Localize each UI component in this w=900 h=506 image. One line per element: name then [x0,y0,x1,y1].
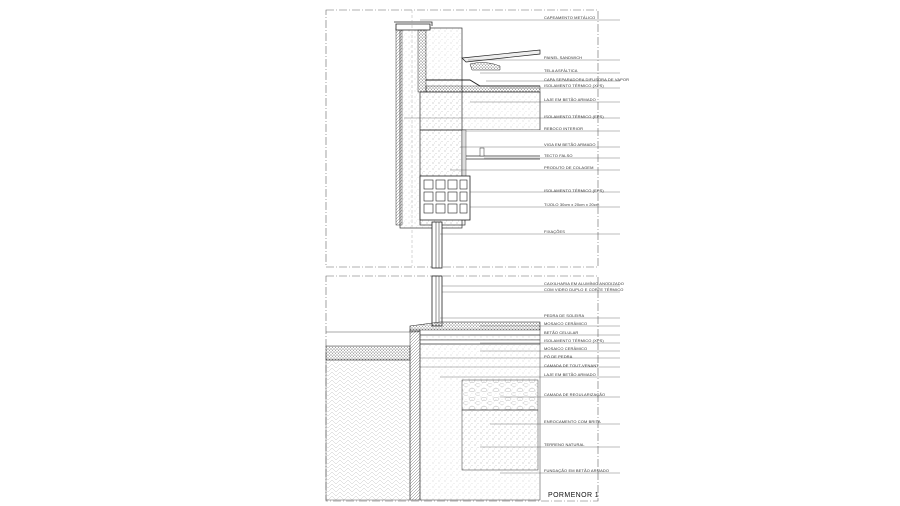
label-enrocamento: ENROCAMENTO COM BRITA [544,419,601,424]
label-capeamento: CAPEAMENTO METÁLICO [544,15,596,20]
label-isolamento-xps-2: ISOLAMENTO TÉRMICO (XPS) [544,338,604,343]
label-mosaico-1: MOSAICO CERÂMICO [544,321,588,326]
label-tijolo: TIJOLO 30cm x 20cm x 20cm [544,202,600,207]
drawing-title: PORMENOR 1 [548,492,600,499]
label-laje-betao-2: LAJE EM BETÃO ARMADO [544,372,596,377]
label-terreno-natural: TERRENO NATURAL [544,442,585,447]
label-tela-asfaltica: TELA ASFÁLTICA [544,68,578,73]
label-isolamento-eps-2: ISOLAMENTO TÉRMICO (EPS) [544,188,604,193]
label-fundacao: FUNDAÇÃO EM BETÃO ARMADO [544,468,610,473]
label-isolamento-xps: ISOLAMENTO TÉRMICO (XPS) [544,83,604,88]
label-fixacoes: FIXAÇÕES [544,229,566,234]
label-tecto-falso: TECTO FALSO [544,153,573,158]
label-isolamento-eps: ISOLAMENTO TÉRMICO (EPS) [544,114,604,119]
label-laje-betao: LAJE EM BETÃO ARMADO [544,97,596,102]
labels-upper [544,15,629,234]
lower-section [326,276,540,500]
label-tout-venant: CAMADA DE TOUT-VENANT [544,363,599,368]
label-capa-separadora: CAPA SEPARADORA DIFUSORA DE VAPOR [544,77,630,82]
label-regularizacao: CAMADA DE REGULARIZAÇÃO [544,392,606,397]
label-produto-colagem: PRODUTO DE COLAGEM [544,165,594,170]
label-reboco-interior: REBOCO INTERIOR [544,126,584,131]
label-po-pedra: PÓ DE PEDRA [544,354,573,359]
label-painel-sandwich: PAINEL SANDWICH [544,55,583,60]
label-betao-celular: BETÃO CELULAR [544,330,579,335]
upper-section [394,10,545,268]
label-viga-betao: VIGA EM BETÃO ARMADO [544,142,596,147]
label-caixilharia: CAIXILHARIA EM ALUMÍNIO ANODIZADO [544,281,624,286]
label-mosaico-2: MOSAICO CERÂMICO [544,346,588,351]
label-pedra-soleira: PEDRA DE SOLEIRA [544,313,585,318]
label-vidro-duplo: COM VIDRO DUPLO E CORTE TÉRMICO [544,287,624,292]
